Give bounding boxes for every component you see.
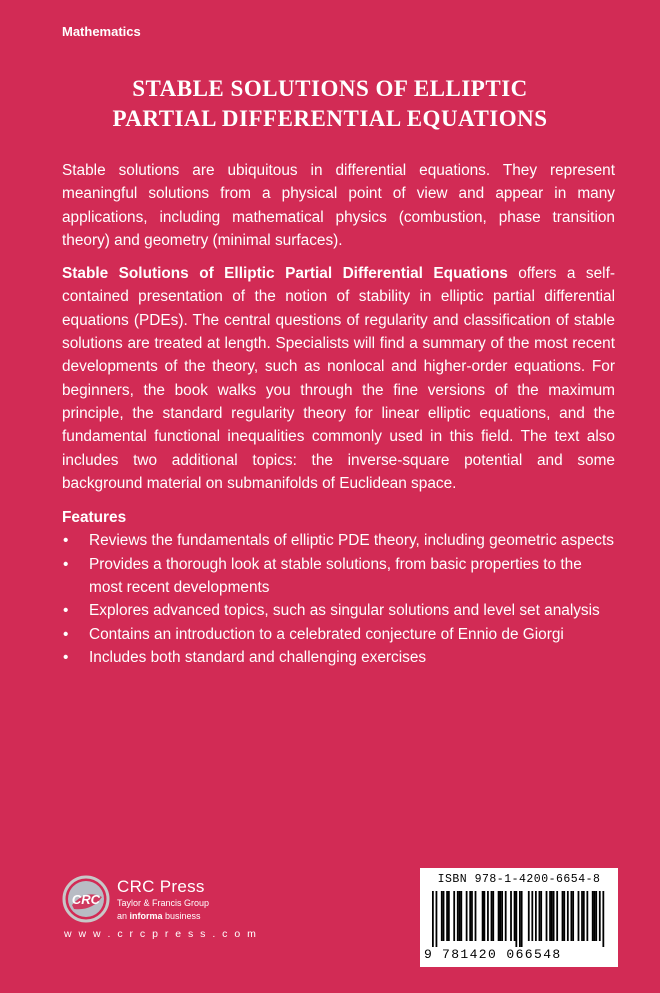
barcode-bar	[469, 891, 471, 941]
barcode-bar	[540, 891, 542, 941]
barcode-bar	[521, 891, 523, 947]
feature-text: Contains an introduction to a celebrated conjecture of Ennio de Giorgi	[89, 625, 564, 643]
barcode-bar	[515, 891, 517, 947]
barcode-bar	[549, 891, 551, 941]
barcode-bar	[594, 891, 596, 941]
barcode-bar	[531, 891, 533, 941]
book-title	[0, 74, 660, 134]
barcode-bar	[446, 891, 448, 941]
barcode-bar	[510, 891, 512, 941]
barcode-bar	[483, 891, 485, 941]
barcode-bar	[498, 891, 500, 941]
bullet-icon: •	[63, 532, 69, 550]
barcode-icon	[432, 891, 606, 947]
barcode-bar	[441, 891, 443, 941]
feature-text: Reviews the fundamentals of elliptic PDE theory, including geometric aspects	[89, 532, 614, 550]
category-label: Mathematics	[62, 24, 141, 39]
publisher-group: Taylor & Francis Group	[117, 898, 210, 908]
publisher-block	[60, 873, 260, 943]
crc-logo-icon	[62, 875, 110, 923]
barcode-bar	[501, 891, 503, 941]
barcode-bar	[459, 891, 461, 941]
barcode-bar	[466, 891, 468, 941]
barcode-bar	[578, 891, 580, 941]
feature-item	[62, 529, 615, 552]
barcode-bar	[572, 891, 574, 941]
feature-item	[62, 599, 615, 622]
feature-text: Provides a thorough look at stable solutions, from basic properties to the most recent developments	[89, 555, 582, 597]
business-suffix: business	[162, 911, 201, 921]
description-paragraph-2	[62, 262, 615, 495]
barcode-bar	[443, 891, 445, 941]
barcode-bar	[595, 891, 597, 941]
ean-digit-groups: 781420 066548	[442, 947, 562, 962]
business-prefix: an	[117, 911, 130, 921]
barcode-bar	[471, 891, 473, 941]
bullet-icon: •	[63, 648, 69, 666]
barcode-bar	[475, 891, 477, 941]
features-list	[62, 529, 615, 669]
bullet-icon: •	[63, 625, 69, 643]
feature-item	[62, 553, 615, 600]
barcode-bar	[460, 891, 462, 941]
barcode-bar	[581, 891, 583, 941]
barcode-bar	[487, 891, 489, 941]
barcode-bar	[570, 891, 572, 941]
paragraph-2-text: offers a self-contained presentation of the notion of stability in elliptic partial differential equations (PDEs). The central questions of regularity and classification of stable solutions are treated at length. Specialists will find a summary of the most recent developments of the theory, such as nonlocal and higher-order equations. For beginners, the book walks you through the fine versions of the maximum principle, the standard regularity theory for linear elliptic equations, and the fundamental functional inequalities commonly used in this field. The text also includes two additional topics: the inverse-square potential and some background material on submanifolds of Euclidean space.	[62, 265, 615, 492]
barcode-bar	[432, 891, 434, 947]
barcode-bar	[519, 891, 521, 947]
publisher-url: w w w . c r c p r e s s . c o m	[64, 928, 258, 940]
title-line-2: PARTIAL DIFFERENTIAL EQUATIONS	[112, 106, 548, 131]
barcode-bar	[539, 891, 541, 941]
barcode-bar	[514, 891, 516, 941]
business-bold: informa	[129, 911, 163, 921]
barcode-bar	[436, 891, 438, 947]
barcode-bar	[492, 891, 494, 941]
barcode-bar	[448, 891, 450, 941]
feature-text: Includes both standard and challenging exercises	[89, 648, 427, 666]
barcode-bar	[583, 891, 585, 941]
publisher-business	[117, 911, 201, 921]
crc-logo-text: CRC	[71, 892, 101, 907]
barcode-bar	[482, 891, 484, 941]
ean-lead-digit: 9	[424, 947, 432, 962]
bullet-icon: •	[63, 555, 69, 573]
barcode-bar	[586, 891, 588, 941]
barcode-bar	[562, 891, 564, 941]
barcode-bar	[553, 891, 555, 941]
publisher-name: CRC Press	[117, 877, 205, 896]
barcode-bar	[535, 891, 537, 941]
barcode-bar	[457, 891, 459, 941]
features-heading: Features	[62, 509, 127, 527]
barcode-bar	[563, 891, 565, 941]
isbn-number: ISBN 978-1-4200-6654-8	[437, 873, 601, 886]
feature-item	[62, 646, 615, 669]
description-block	[62, 159, 615, 669]
barcode-bar	[491, 891, 493, 941]
bullet-icon: •	[63, 602, 69, 620]
barcode-bar	[546, 891, 548, 941]
book-title-inline: Stable Solutions of Elliptic Partial Differential Equations	[62, 265, 508, 283]
barcode-bar	[528, 891, 530, 941]
description-paragraph-1: Stable solutions are ubiquitous in differential equations. They represent meaningful solutions from a physical point of view and appear in many applications, including mathematical physics (combustion, phase transition theory) and geometry (minimal surfaces).	[62, 162, 615, 249]
title-line-1: STABLE SOLUTIONS OF ELLIPTIC	[132, 76, 528, 101]
feature-item	[62, 623, 615, 646]
barcode-bar	[551, 891, 553, 941]
barcode-bar	[592, 891, 594, 941]
barcode-bar	[602, 891, 604, 947]
barcode-bar	[556, 891, 558, 941]
barcode-bar	[453, 891, 455, 941]
barcode-bar	[567, 891, 569, 941]
feature-text: Explores advanced topics, such as singular solutions and level set analysis	[89, 602, 600, 620]
barcode-bar	[499, 891, 501, 941]
barcode-bar	[599, 891, 601, 941]
barcode-bar	[505, 891, 507, 941]
barcode-panel	[420, 868, 618, 967]
